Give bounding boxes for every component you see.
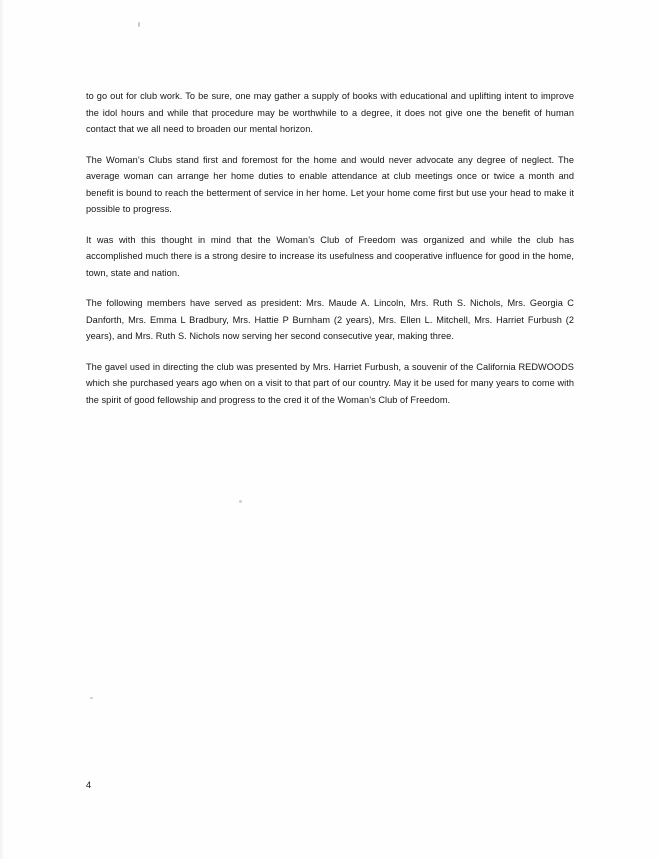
body-paragraph: to go out for club work. To be sure, one may gather a supply of books with educational and uplifting intent to improve the idol hours and while that procedure may be worthwhile to a degree, it does not give one the benefit of human contact that we all need to broaden our mental horizon. — [86, 91, 574, 134]
body-paragraph: The gavel used in directing the club was presented by Mrs. Harriet Furbush, a souvenir of the California REDWOODS which she purchased years ago when on a visit to that part of our country. May it be used for many years to come with the spirit of good fellowship and progress to the cred it of the Woman’s Club of Freedom. — [86, 361, 574, 405]
scan-artifact-speck — [90, 697, 93, 699]
page-number: 4 — [86, 780, 92, 790]
body-paragraph: The following members have served as president: Mrs. Maude A. Lincoln, Mrs. Ruth S. Nichols, Mrs. Georgia C Danforth, Mrs. Emma L Bradbury, Mrs. Hattie P Burnham (2 years), Mrs. Ellen L. Mitchell, Mrs. Harriet Furbush (2 years), and Mrs. Ruth S. Nichols now serving her second consecutive year, making three. — [86, 298, 574, 341]
body-paragraph: The Woman’s Clubs stand first and foremost for the home and would never advocate any degree of neglect. The average woman can arrange her home duties to enable attendance at club meetings once or twice a month and benefit is bound to reach the betterment of service in her home. Let your home come first but use your head to make it possible to progress. — [86, 154, 574, 214]
page-edge-shadow — [0, 0, 4, 859]
body-paragraph: It was with this thought in mind that the Woman’s Club of Freedom was organized and while the club has accomplished much there is a strong desire to increase its usefulness and cooperative influence for good in the home, town, state and nation. — [86, 234, 574, 278]
scan-artifact-speck — [138, 22, 140, 27]
document-body — [86, 88, 574, 408]
scan-artifact-speck — [239, 500, 242, 503]
